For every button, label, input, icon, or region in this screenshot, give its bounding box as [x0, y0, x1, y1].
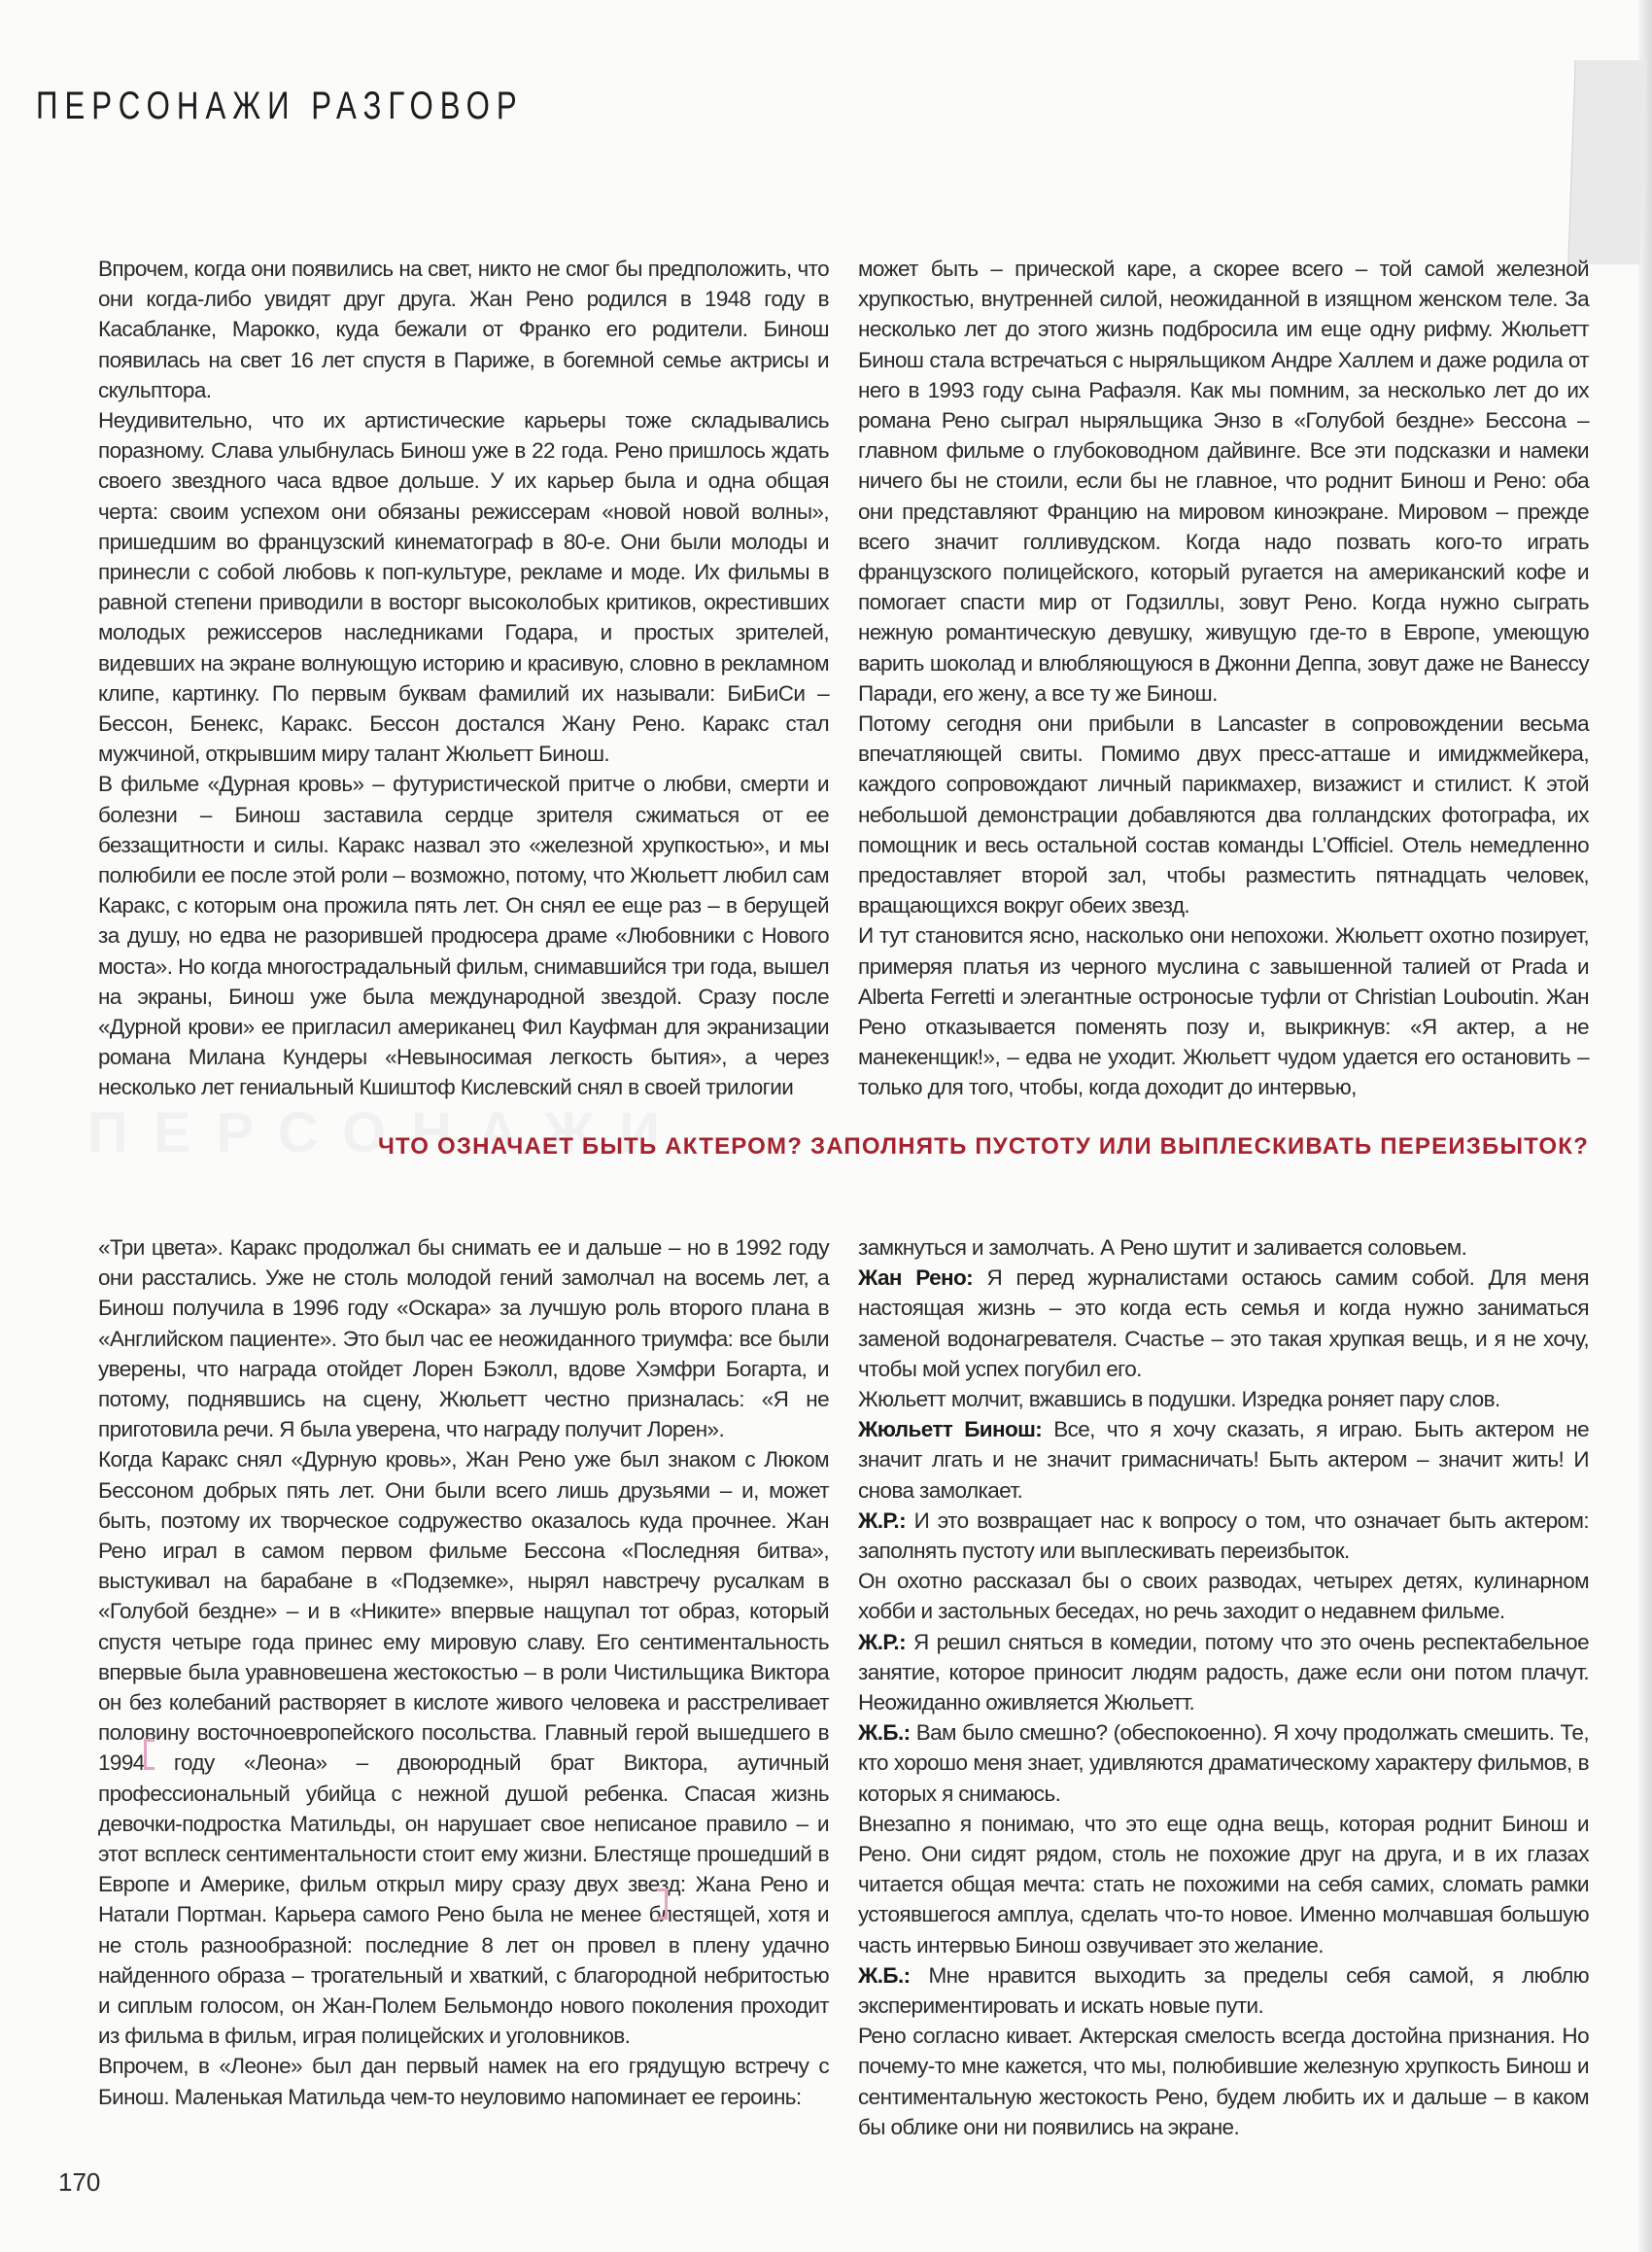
paragraph: Потому сегодня они прибыли в Lancaster в сопровождении весьма впечатляющей свиты. Помимо двух пресс-атташе и имиджмейкера, каждого сопровождают личный парикмахер, визажист и стилист. К этой небольшой демонстрации добавляются два голландских фотографа, их помощник и весь остальной состав команды L’Officiel. Отель немедленно предоставляет второй зал, чтобы разместить пятнадцать человек, вращающихся вокруг обеих звезд.: [858, 711, 1589, 918]
interview-paragraph: [858, 2021, 1589, 2142]
interview-paragraph: [858, 1232, 1589, 1263]
page-number: 170: [58, 2167, 101, 2197]
interview-paragraph: [858, 1566, 1589, 1626]
paragraph: «Три цвета». Каракс продолжал бы снимать ее и дальше – но в 1992 году они расстались. Уже не столь молодой гений замолчал на восемь лет, а Бинош получила в 1996 году «Оскара» за лучшую роль второго плана в «Английском пациенте». Это был час ее неожиданного триумфа: все были уверены, что награда отойдет Лорен Бэколл, вдове Хэмфри Богарта, и потому, поднявшись на сцену, Жюльетт честно призналась: «Я не приготовила речи. Я была уверена, что награду получит Лорен».: [98, 1235, 829, 1442]
paragraph-text: замкнуться и замолчать. А Рено шутит и заливается соловьем.: [858, 1235, 1467, 1260]
page-edge-shadow: [1638, 0, 1652, 2252]
paragraph-text: Я решил сняться в комедии, потому что это очень респектабельное занятие, которое приносит людям радость, даже если они потом плачут. Неожиданно оживляется Жюльетт.: [858, 1629, 1589, 1715]
paragraph: Впрочем, в «Леоне» был дан первый намек на его грядущую встречу с Бинош. Маленькая Матильда чем-то неуловимо напоминает ее героинь:: [98, 2054, 829, 2109]
interview-paragraph: [858, 1414, 1589, 1506]
interview-paragraph: [858, 1960, 1589, 2021]
paragraph-text: Он охотно рассказал бы о своих разводах, четырех детях, кулинарном хобби и застольных беседах, но речь заходит о недавнем фильме.: [858, 1569, 1589, 1624]
paragraph: И тут становится ясно, насколько они непохожи. Жюльетт охотно позирует, примеряя платья из черного муслина с завышенной талией от Prada и Alberta Ferretti и элегантные остроносые туфли от Christian Louboutin. Жан Рено отказывается поменять позу и, выкрикнув: «Я актер, а не манекенщик!», – едва не уходит. Жюльетт чудом удается его остановить – только для того, чтобы, когда доходит до интервью,: [858, 923, 1589, 1100]
interview-paragraph: [858, 1627, 1589, 1718]
interview-paragraph: [858, 1809, 1589, 1960]
speaker-label: Ж.Р.:: [858, 1629, 906, 1654]
speaker-label: Ж.Б.:: [858, 1962, 911, 1988]
paragraph: может быть – прической каре, а скорее всего – той самой железной хрупкостью, внутренней силой, неожиданной в изящном женском теле. За несколько лет до этого жизнь подбросила им еще одну рифму. Жюльетт Бинош стала встречаться с ныряльщиком Андре Халлем и даже родила от него в 1993 году сына Рафаэля. Как мы помним, за несколько лет до их романа Рено сыграл ныряльщика Энзо в «Голубой бездне» Бессона – главном фильме о глубоководном дайвинге. Все эти подсказки и намеки ничего бы не стоили, если бы не главное, что роднит Бинош и Рено: оба они представляют Францию на мировом киноэкране. Мировом – прежде всего значит голливудском. Когда надо позвать кого-то играть французского полицейского, который ругается на американский кофе и помогает спасти мир от Годзиллы, зовут Рено. Когда нужно сыграть нежную романтическую девушку, живущую где-то в Европе, умеющую варить шоколад и влюбляющуюся в Джонни Деппа, зовут даже не Ванессу Паради, его жену, а все ту же Бинош.: [858, 257, 1589, 706]
paragraph: Когда Каракс снял «Дурную кровь», Жан Рено уже был знаком с Люком Бессоном добрых пять лет. Они были всего лишь друзьями – и, может быть, поэтому их творческое содружество оказалось куда прочнее. Жан Рено играл в самом первом фильме Бессона «Последняя битва», выстукивал на барабане в «Подземке», нырял навстречу русалкам в «Голубой бездне» – и в «Никите» впервые нащупал тот образ, который спустя четыре года принес ему мировую славу. Его сентиментальность впервые была уравновешена жестокостью – в роли Чистильщика Виктора он без колебаний растворяет в кислоте живого человека и расстреливает половину восточноевропейского посольства. Главный герой вышедшего в 1994 году «Леона» – двоюродный брат Виктора, аутичный профессиональный убийца с нежной душой ребенка. Спасая жизнь девочки-подростка Матильды, он нарушает свое неписаное правило – и этот всплеск сентиментальности стоит ему жизни. Блестяще прошедший в Европе и Америке, фильм открыл миру сразу двух звезд: Жана Рено и Натали Портман. Карьера самого Рено была не менее блестящей, хотя и не столь разнообразной: последние 8 лет он провел в плену удачно найденного образа – трогательный и хваткий, с благородной небритостью и сиплым голосом, он Жан-Полем Бельмондо нового поколения проходит из фильма в фильм, играя полицейских и уголовников.: [98, 1447, 829, 2049]
paragraph-text: Я перед журналистами остаюсь самим собой. Для меня настоящая жизнь – это когда есть семья и когда нужно заниматься заменой водонагревателя. Счастье – это такая хрупкая вещь, и я не хочу, чтобы мой успех погубил его.: [858, 1265, 1589, 1381]
speaker-label: Жан Рено:: [858, 1265, 974, 1291]
interview-paragraph: [858, 1506, 1589, 1566]
interview-paragraph: [858, 1717, 1589, 1809]
paragraph: Неудивительно, что их артистические карьеры тоже складывались поразному. Слава улыбнулась Бинош уже в 22 года. Рено пришлось ждать своего звездного часа вдвое дольше. У их карьер была и одна общая черта: своим успехом они обязаны режиссерам «новой новой волны», пришедшим во французский кинематограф в 80-е. Они были молоды и принесли с собой любовь к поп-культуре, рекламе и моде. Их фильмы в равной степени приводили в восторг высоколобых критиков, окрестивших молодых режиссеров наследниками Годара, и простых зрителей, видевших на экране волнующую историю и красивую, словно в рекламном клипе, картинку. По первым буквам фамилий их называли: БиБиСи – Бессон, Бенекс, Каракс. Бессон достался Жану Рено. Каракс стал мужчиной, открывшим миру талант Жюльетт Бинош.: [98, 408, 829, 767]
highlight-bracket-open-icon: [144, 1739, 155, 1770]
paragraph-text: Рено согласно кивает. Актерская смелость всегда достойна признания. Но почему-то мне кажется, что мы, полюбившие железную хрупкость Бинош и сентиментальную жестокость Рено, будем любить их и дальше – в каком бы облике они ни появились на экране.: [858, 2024, 1589, 2139]
speaker-label: Жюльетт Бинош:: [858, 1417, 1043, 1442]
paragraph-text: Вам было смешно? (обеспокоенно). Я хочу продолжать смешить. Те, кто хорошо меня знает, удивляются драматическому характеру фильмов, в которых я снимаюсь.: [858, 1720, 1589, 1806]
paragraph: В фильме «Дурная кровь» – футуристической притче о любви, смерти и болезни – Бинош заставила сердце зрителя сжиматься от ее беззащитности и силы. Каракс назвал это «железной хрупкостью», и мы полюбили ее после этой роли – возможно, потому, что Жюльетт любил сам Каракс, с которым она прожила пять лет. Он снял ее еще раз – в берущей за душу, но едва не разорившей продюсера драме «Любовники с Нового моста». Но когда многострадальный фильм, снимавшийся три года, вышел на экраны, Бинош уже была международной звездой. Сразу после «Дурной крови» ее пригласил американец Фил Кауфман для экранизации романа Милана Кундеры «Невыносимая легкость бытия», а через несколько лет гениальный Кшиштоф Кислевский снял в своей трилогии: [98, 772, 829, 1100]
paragraph-text: Жюльетт молчит, вжавшись в подушки. Изредка роняет пару слов.: [858, 1387, 1500, 1412]
column-1-bottom: [98, 1232, 829, 2112]
speaker-label: Ж.Р.:: [858, 1507, 906, 1533]
pull-quote: ЧТО ОЗНАЧАЕТ БЫТЬ АКТЕРОМ? ЗАПОЛНЯТЬ ПУСТОТУ ИЛИ ВЫПЛЕСКИВАТЬ ПЕРЕИЗБЫТОК?: [377, 1133, 1589, 1160]
interview-paragraph: [858, 1384, 1589, 1414]
interview-paragraph: [858, 1263, 1589, 1384]
paragraph-text: Мне нравится выходить за пределы себя самой, я люблю экспериментировать и искать новые пути.: [858, 1962, 1589, 2019]
column-2-top: [858, 254, 1589, 1103]
highlight-bracket-close-icon: [657, 1888, 668, 1920]
paragraph-text: Внезапно я понимаю, что это еще одна вещь, которая роднит Бинош и Рено. Они сидят рядом, столь не похожие друг на друга, и в их глазах читается общая мечта: стать не похожими на себя самих, сломать рамки устоявшегося амплуа, сделать что-то новое. Именно молчавшая большую часть интервью Бинош озвучивает это желание.: [858, 1811, 1589, 1958]
column-1-top: [98, 254, 829, 1103]
paragraph: Впрочем, когда они появились на свет, никто не смог бы предположить, что они когда-либо увидят друг друга. Жан Рено родился в 1948 году в Касабланке, Марокко, куда бежали от Франко его родители. Бинош появилась на свет 16 лет спустя в Париже, в богемной семье актрисы и скульптора.: [98, 257, 829, 402]
speaker-label: Ж.Б.:: [858, 1720, 911, 1746]
bleed-through-watermark: ПЕРСОНАЖИ: [87, 1101, 686, 1159]
paper-tab-artifact: [1567, 60, 1646, 264]
paragraph-text: И это возвращает нас к вопросу о том, что означает быть актером: заполнять пустоту или выплескивать переизбыток.: [858, 1507, 1589, 1564]
column-2-bottom: [858, 1232, 1589, 2142]
paragraph-text: Все, что я хочу сказать, я играю. Быть актером не значит лгать и не значит гримасничать! Быть актером – значит жить! И снова замолкает.: [858, 1417, 1589, 1503]
section-title: ПЕРСОНАЖИ РАЗГОВОР: [36, 84, 524, 127]
